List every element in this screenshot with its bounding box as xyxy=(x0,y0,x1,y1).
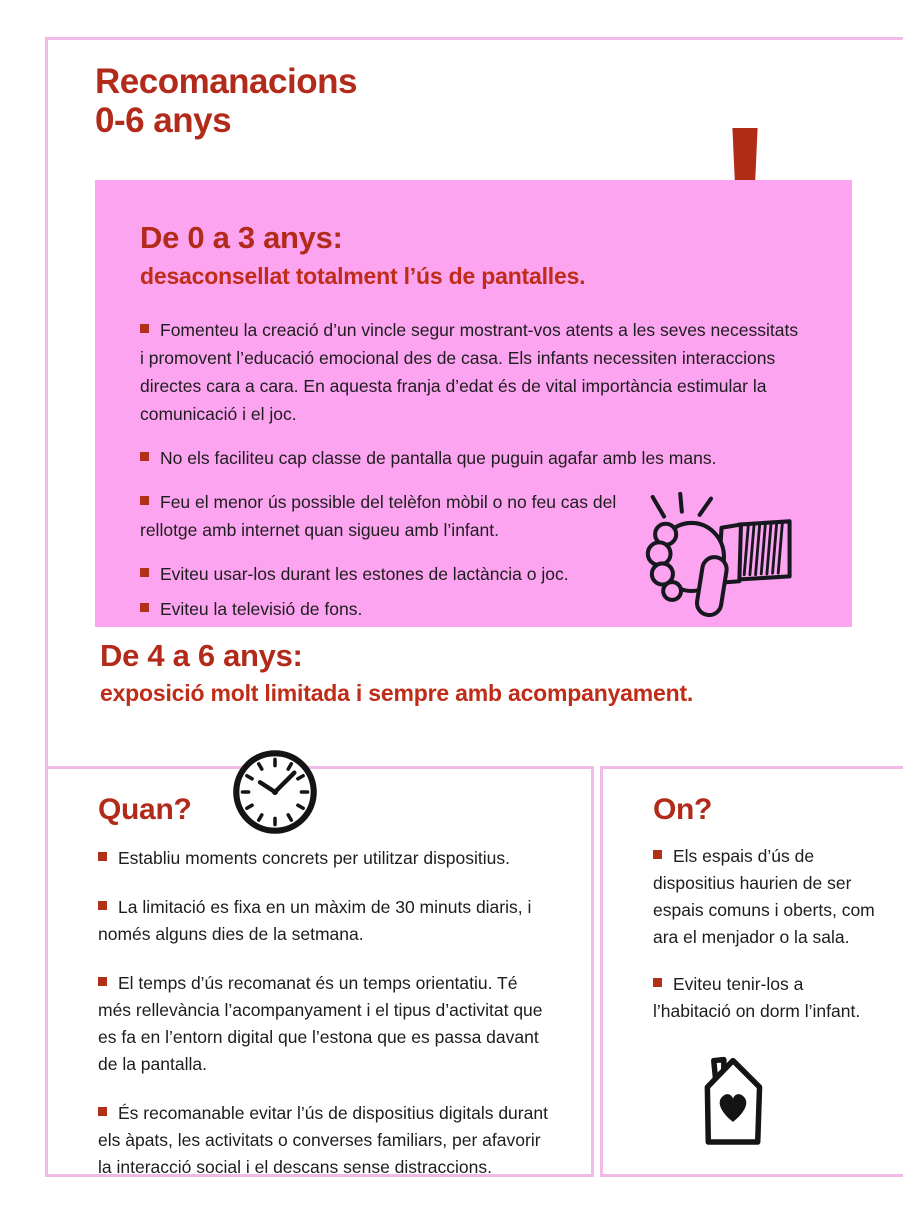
section-0-3-panel xyxy=(95,180,852,627)
bullet-item xyxy=(98,1100,553,1181)
bullet-item xyxy=(98,970,553,1078)
bullet-text: Eviteu usar-los durant les estones de lactància o joc. xyxy=(160,564,569,584)
bullet-text: És recomanable evitar l’ús de dispositius digitals durant els àpats, les activitats o converses familiars, per afavorir la interacció social i el descans sense distraccions. xyxy=(98,1103,548,1177)
bullet-text: Els espais d’ús de dispositius haurien de ser espais comuns i oberts, com ara el menjador o la sala. xyxy=(653,846,875,947)
bullet-item xyxy=(98,845,553,872)
page-title-line2: 0-6 anys xyxy=(95,101,232,140)
bullets-with-illustration-row xyxy=(140,488,807,639)
square-bullet-icon xyxy=(140,324,149,333)
bullet-item xyxy=(140,316,800,428)
square-bullet-icon xyxy=(98,1107,107,1116)
on-heading: On? xyxy=(653,793,713,826)
clock-icon xyxy=(231,748,319,836)
square-bullet-icon xyxy=(653,850,662,859)
bullet-item xyxy=(140,444,800,472)
bullet-text: Eviteu la televisió de fons. xyxy=(160,599,363,619)
bullet-item xyxy=(140,488,622,544)
house-heart-icon xyxy=(687,1045,779,1153)
square-bullet-icon xyxy=(98,977,107,986)
section-0-3-heading: De 0 a 3 anys: xyxy=(140,220,343,255)
bullet-item xyxy=(140,560,622,588)
bullet-item xyxy=(653,971,881,1025)
bullet-text: Establiu moments concrets per utilitzar dispositius. xyxy=(118,848,510,868)
square-bullet-icon xyxy=(140,603,149,612)
section-0-3-subheading: desaconsellat totalment l’ús de pantalles. xyxy=(140,263,586,289)
section-0-3-bullet-list xyxy=(140,316,807,639)
quan-panel-content xyxy=(48,769,591,1181)
bullet-column xyxy=(140,488,622,639)
square-bullet-icon xyxy=(140,452,149,461)
quan-heading: Quan? xyxy=(98,793,192,826)
section-4-6-heading: De 4 a 6 anys: xyxy=(100,638,303,673)
bullet-text: El temps d’ús recomanat és un temps orientatiu. Té més rellevància l’acompanyament i el tipus d’activitat que es fa en l’entorn digital que l’estona que es passa davant de la pantalla. xyxy=(98,973,543,1074)
bullet-text: Feu el menor ús possible del telèfon mòbil o no feu cas del rellotge amb internet quan sigueu amb l’infant. xyxy=(140,492,617,540)
on-panel-content xyxy=(603,769,903,1153)
bullet-item xyxy=(653,843,881,951)
square-bullet-icon xyxy=(140,496,149,505)
on-panel xyxy=(600,766,903,1177)
bullet-item xyxy=(98,894,553,948)
quan-panel xyxy=(45,766,594,1177)
quan-bullet-list xyxy=(98,845,571,1181)
bullet-item xyxy=(140,595,622,623)
bullet-text: La limitació es fixa en un màxim de 30 minuts diaris, i només alguns dies de la setmana. xyxy=(98,897,532,944)
square-bullet-icon xyxy=(98,901,107,910)
square-bullet-icon xyxy=(98,852,107,861)
bullet-text: No els faciliteu cap classe de pantalla que puguin agafar amb les mans. xyxy=(160,448,717,468)
bullet-text: Fomenteu la creació d’un vincle segur mostrant-vos atents a les seves necessitats i promovent l’educació emocional des de casa. Els infants necessiten interaccions directes cara a cara. En aquesta franja d’edat és de vital importància estimular la comunicació i el joc. xyxy=(140,320,799,424)
square-bullet-icon xyxy=(140,568,149,577)
section-4-6-subheading: exposició molt limitada i sempre amb acompanyament. xyxy=(100,680,694,706)
on-bullet-list xyxy=(653,843,889,1025)
page-title xyxy=(95,62,357,140)
section-4-6-heading-block xyxy=(100,638,693,707)
thumbs-down-icon xyxy=(630,492,792,630)
page-title-line1: Recomanacions xyxy=(95,62,357,101)
square-bullet-icon xyxy=(653,978,662,987)
bullet-text: Eviteu tenir-los a l’habitació on dorm l’infant. xyxy=(653,974,861,1021)
